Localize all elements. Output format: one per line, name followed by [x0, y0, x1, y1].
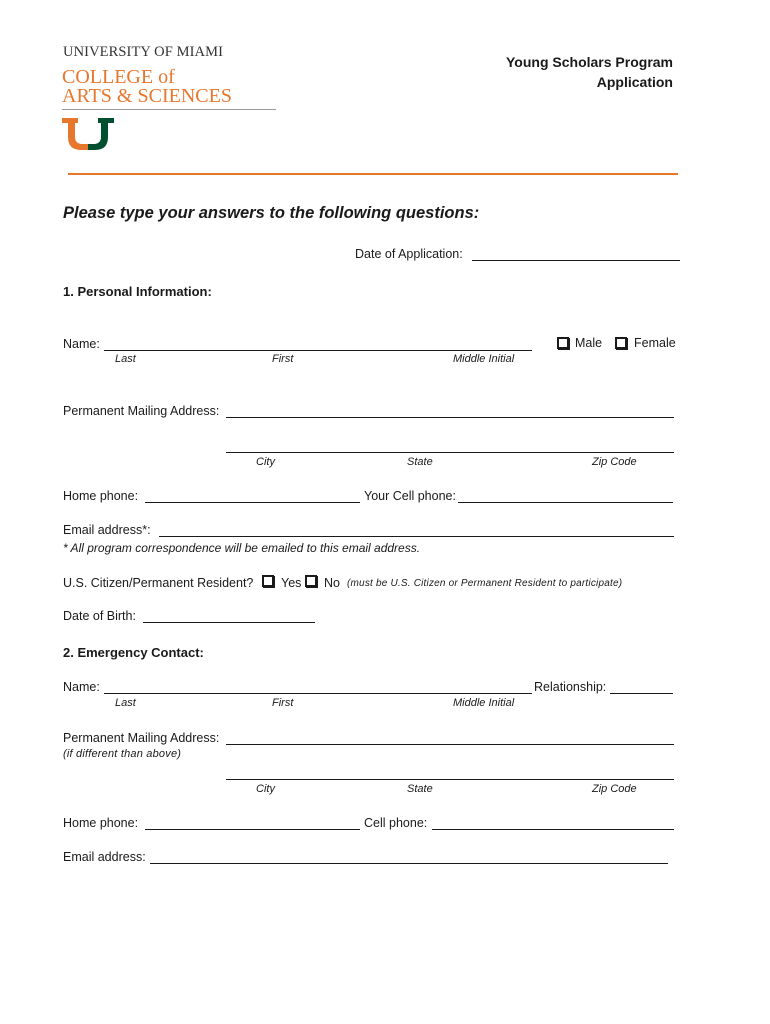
home-phone-field[interactable] — [145, 502, 360, 503]
ec-name-sub-first: First — [272, 697, 294, 709]
section1-heading: 1. Personal Information: — [63, 284, 212, 299]
college-name-line2: ARTS & SCIENCES — [62, 85, 232, 107]
address-sub-state: State — [407, 456, 433, 468]
dob-field[interactable] — [143, 622, 315, 623]
program-title-line1: Young Scholars Program — [506, 54, 673, 70]
instructions-heading: Please type your answers to the following questions: — [63, 204, 480, 222]
citizen-note: (must be U.S. Citizen or Permanent Resident to participate) — [347, 578, 623, 589]
name-sub-middle: Middle Initial — [453, 353, 515, 365]
address-line1-field[interactable] — [226, 417, 674, 418]
program-title-line2: Application — [596, 74, 673, 90]
ec-address-line2-field[interactable] — [226, 779, 674, 780]
male-checkbox[interactable] — [557, 337, 569, 349]
logo-divider — [62, 109, 276, 110]
cell-phone-field[interactable] — [458, 502, 673, 503]
citizen-no-checkbox[interactable] — [305, 575, 317, 587]
ec-cell-phone-label: Cell phone: — [364, 816, 428, 830]
address-label: Permanent Mailing Address: — [63, 404, 220, 418]
email-label: Email address*: — [63, 523, 151, 537]
college-name-line1: COLLEGE of — [62, 66, 175, 88]
citizen-label: U.S. Citizen/Permanent Resident? — [63, 576, 254, 590]
female-checkbox[interactable] — [615, 337, 627, 349]
ec-email-field[interactable] — [150, 863, 668, 864]
ec-name-sub-middle: Middle Initial — [453, 697, 515, 709]
female-label: Female — [634, 336, 676, 350]
ec-address-sub-zip: Zip Code — [592, 783, 637, 795]
name-sub-last: Last — [115, 353, 136, 365]
ec-name-field[interactable] — [104, 693, 532, 694]
citizen-yes-checkbox[interactable] — [262, 575, 274, 587]
name-sub-first: First — [272, 353, 294, 365]
university-name: UNIVERSITY OF MIAMI — [63, 44, 224, 60]
ec-email-label: Email address: — [63, 850, 146, 864]
ec-name-label: Name: — [63, 680, 100, 694]
email-note: * All program correspondence will be emailed to this email address. — [63, 541, 421, 555]
ec-address-note: (if different than above) — [63, 748, 182, 760]
home-phone-label: Home phone: — [63, 489, 139, 503]
university-u-logo — [62, 118, 114, 150]
address-line2-field[interactable] — [226, 452, 674, 453]
ec-name-sub-last: Last — [115, 697, 136, 709]
address-sub-zip: Zip Code — [592, 456, 637, 468]
ec-address-label: Permanent Mailing Address: — [63, 731, 220, 745]
cell-phone-label: Your Cell phone: — [364, 489, 456, 503]
name-label: Name: — [63, 337, 100, 351]
ec-cell-phone-field[interactable] — [432, 829, 674, 830]
date-of-application-field[interactable] — [472, 260, 680, 261]
ec-address-sub-state: State — [407, 783, 433, 795]
program-title — [506, 52, 673, 92]
header-divider — [68, 173, 678, 175]
ec-home-phone-label: Home phone: — [63, 816, 139, 830]
ec-relationship-label: Relationship: — [534, 680, 607, 694]
citizen-no-label: No — [324, 576, 340, 590]
address-sub-city: City — [256, 456, 275, 468]
male-label: Male — [575, 336, 603, 350]
ec-address-sub-city: City — [256, 783, 275, 795]
date-of-application-label: Date of Application: — [355, 247, 463, 261]
ec-address-line1-field[interactable] — [226, 744, 674, 745]
ec-relationship-field[interactable] — [610, 693, 673, 694]
section2-heading: 2. Emergency Contact: — [63, 645, 204, 660]
citizen-yes-label: Yes — [281, 576, 302, 590]
name-field[interactable] — [104, 350, 532, 351]
ec-home-phone-field[interactable] — [145, 829, 360, 830]
dob-label: Date of Birth: — [63, 609, 136, 623]
email-field[interactable] — [159, 536, 674, 537]
